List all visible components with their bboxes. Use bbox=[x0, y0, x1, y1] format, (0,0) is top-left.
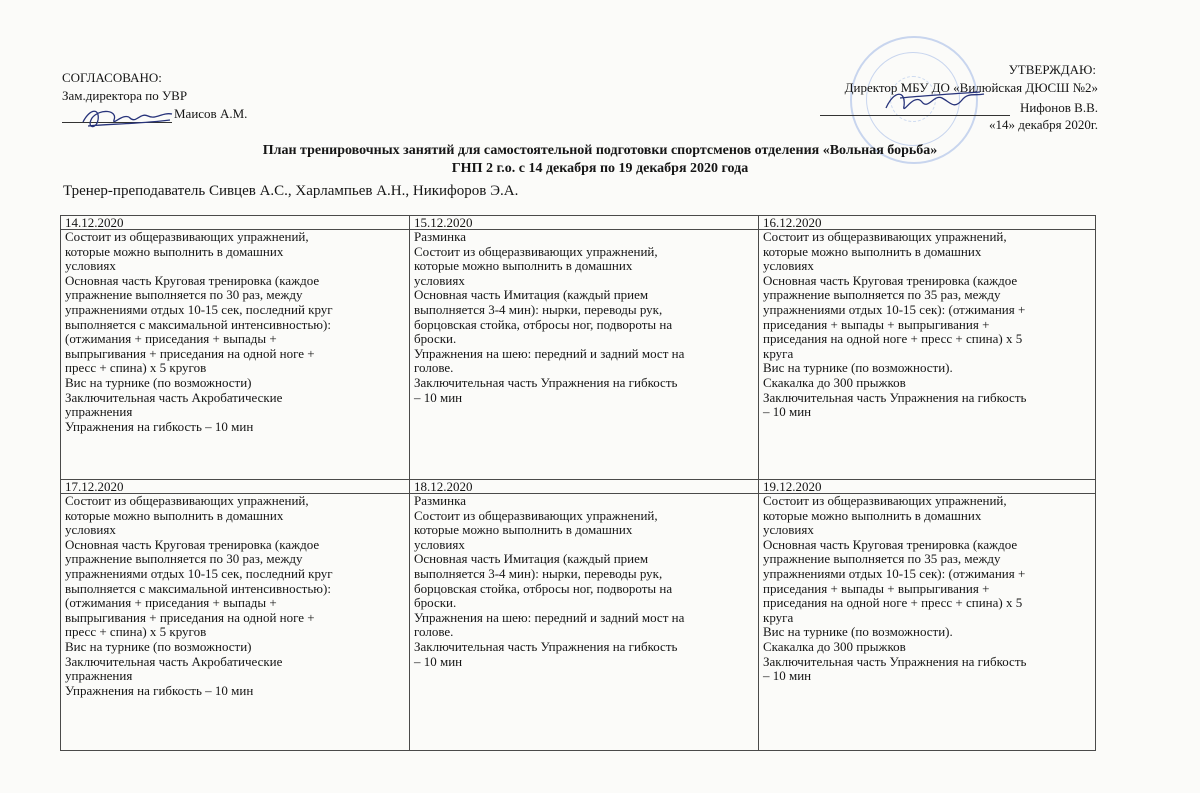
document-title-line1: План тренировочных занятий для самостоятельной подготовки спортсменов отделения «Вольная борьба» bbox=[262, 143, 938, 158]
plan-cell bbox=[759, 230, 1096, 480]
plan-text-line: пресс + спина) х 5 кругов bbox=[65, 360, 207, 376]
training-plan-table bbox=[60, 215, 1096, 751]
plan-text-line: которые можно выполнить в домашних bbox=[414, 522, 633, 538]
plan-cell bbox=[61, 230, 410, 480]
plan-text-line: упражнениями отдых 10-15 сек): (отжимания + bbox=[763, 301, 1026, 317]
plan-text-line: Заключительная часть Упражнения на гибкость bbox=[763, 653, 1027, 669]
plan-text-line: Заключительная часть Акробатические bbox=[65, 389, 283, 405]
plan-text-line: упражнениями отдых 10-15 сек): (отжимания + bbox=[763, 565, 1026, 581]
plan-text-line: приседания на одной ноге + пресс + спина) х 5 bbox=[763, 331, 1023, 347]
plan-text-line: борцовская стойка, отбросы ног, подвороты на bbox=[414, 580, 673, 596]
plan-text-line: которые можно выполнить в домашних bbox=[763, 243, 982, 259]
plan-text-line: Основная часть Имитация (каждый прием bbox=[414, 551, 649, 567]
plan-text-line: Основная часть Круговая тренировка (каждое bbox=[763, 536, 1018, 552]
plan-cell bbox=[410, 230, 759, 480]
approval-left-label: СОГЛАСОВАНО: bbox=[62, 70, 162, 85]
date-cell: 14.12.2020 bbox=[61, 216, 410, 230]
plan-text-line: упражнения bbox=[65, 668, 133, 684]
plan-text-line: – 10 мин bbox=[414, 389, 463, 405]
plan-text-line: Заключительная часть Акробатические bbox=[65, 653, 283, 669]
plan-text-line: выполняется 3-4 мин): нырки, переводы рук, bbox=[414, 301, 663, 317]
plan-text-line: выполняется с максимальной интенсивностью): bbox=[65, 580, 331, 596]
plan-text-line: приседания + выпады + выпрыгивания + bbox=[763, 580, 990, 596]
plan-text-line: выпрыгивания + приседания на одной ноге + bbox=[65, 609, 315, 625]
plan-text-line: условиях bbox=[763, 522, 814, 538]
plan-text-line: пресс + спина) х 5 кругов bbox=[65, 624, 207, 640]
plan-text-line: приседания на одной ноге + пресс + спина) х 5 bbox=[763, 595, 1023, 611]
date-cell: 15.12.2020 bbox=[410, 216, 759, 230]
plan-text-line: выпрыгивания + приседания на одной ноге + bbox=[65, 345, 315, 361]
plan-text-line: Состоит из общеразвивающих упражнений, bbox=[414, 243, 658, 259]
plan-text-line: условиях bbox=[763, 258, 814, 274]
plan-text-line: Скакалка до 300 прыжков bbox=[763, 638, 906, 654]
table-row bbox=[61, 216, 1096, 230]
plan-text-line: Вис на турнике (по возможности) bbox=[65, 374, 252, 390]
plan-text-line: Скакалка до 300 прыжков bbox=[763, 374, 906, 390]
plan-text-line: условиях bbox=[414, 272, 465, 288]
date-cell: 17.12.2020 bbox=[61, 480, 410, 494]
plan-text-line: круга bbox=[763, 345, 794, 361]
plan-text-line: которые можно выполнить в домашних bbox=[65, 243, 284, 259]
plan-text-line: – 10 мин bbox=[763, 404, 812, 420]
plan-text-line: упражнениями отдых 10-15 сек, последний круг bbox=[65, 301, 333, 317]
plan-cell bbox=[759, 494, 1096, 751]
plan-text-line: условиях bbox=[414, 536, 465, 552]
approval-left-signature bbox=[78, 100, 178, 134]
plan-text-line: упражнение выполняется по 35 раз, между bbox=[763, 551, 1001, 567]
plan-text-line: круга bbox=[763, 609, 794, 625]
plan-text-line: Вис на турнике (по возможности). bbox=[763, 624, 953, 640]
plan-text-line: Основная часть Круговая тренировка (каждое bbox=[763, 272, 1018, 288]
plan-text-line: выполняется с максимальной интенсивностью): bbox=[65, 316, 331, 332]
plan-text-line: упражнение выполняется по 30 раз, между bbox=[65, 551, 303, 567]
approval-left-name: Маисов А.М. bbox=[174, 106, 248, 121]
date-cell: 16.12.2020 bbox=[759, 216, 1096, 230]
plan-text-line: Разминка bbox=[414, 229, 466, 244]
approval-right-signature bbox=[880, 84, 990, 118]
plan-text-line: упражнение выполняется по 35 раз, между bbox=[763, 287, 1001, 303]
document-title-line2: ГНП 2 г.о. с 14 декабря по 19 декабря 2020 года bbox=[451, 161, 749, 176]
plan-text-line: Заключительная часть Упражнения на гибкость bbox=[414, 638, 678, 654]
plan-text-line: упражнениями отдых 10-15 сек, последний круг bbox=[65, 565, 333, 581]
plan-text-line: Основная часть Круговая тренировка (каждое bbox=[65, 536, 320, 552]
approval-left-position: Зам.директора по УВР bbox=[62, 88, 188, 103]
plan-text-line: Состоит из общеразвивающих упражнений, bbox=[414, 507, 658, 523]
plan-text-line: выполняется 3-4 мин): нырки, переводы рук, bbox=[414, 565, 663, 581]
plan-text-line: голове. bbox=[414, 360, 454, 376]
table-row bbox=[61, 480, 1096, 494]
plan-text-line: Вис на турнике (по возможности) bbox=[65, 638, 252, 654]
plan-text-line: Основная часть Круговая тренировка (каждое bbox=[65, 272, 320, 288]
plan-text-line: которые можно выполнить в домашних bbox=[414, 258, 633, 274]
plan-text-line: броски. bbox=[414, 595, 457, 611]
approval-right-name: Нифонов В.В. bbox=[1020, 100, 1098, 115]
date-cell: 19.12.2020 bbox=[759, 480, 1096, 494]
plan-text-line: Состоит из общеразвивающих упражнений, bbox=[65, 229, 309, 244]
plan-text-line: (отжимания + приседания + выпады + bbox=[65, 595, 277, 611]
plan-cell bbox=[61, 494, 410, 751]
plan-text-line: которые можно выполнить в домашних bbox=[65, 507, 284, 523]
plan-text-line: голове. bbox=[414, 624, 454, 640]
plan-text-line: упражнения bbox=[65, 404, 133, 420]
plan-text-line: Упражнения на шею: передний и задний мост на bbox=[414, 345, 685, 361]
plan-text-line: условиях bbox=[65, 258, 116, 274]
approval-right-position: Директор МБУ ДО «Вилюйская ДЮСШ №2» bbox=[844, 80, 1098, 95]
plan-text-line: Разминка bbox=[414, 493, 466, 508]
plan-text-line: Упражнения на шею: передний и задний мост на bbox=[414, 609, 685, 625]
table-row bbox=[61, 494, 1096, 751]
plan-text-line: – 10 мин bbox=[763, 668, 812, 684]
plan-text-line: упражнение выполняется по 30 раз, между bbox=[65, 287, 303, 303]
approval-right-date: «14» декабря 2020г. bbox=[989, 117, 1098, 132]
plan-cell bbox=[410, 494, 759, 751]
plan-text-line: Упражнения на гибкость – 10 мин bbox=[65, 682, 254, 698]
plan-text-line: условиях bbox=[65, 522, 116, 538]
plan-text-line: (отжимания + приседания + выпады + bbox=[65, 331, 277, 347]
plan-text-line: борцовская стойка, отбросы ног, подвороты на bbox=[414, 316, 673, 332]
plan-text-line: Упражнения на гибкость – 10 мин bbox=[65, 418, 254, 434]
plan-text-line: Заключительная часть Упражнения на гибкость bbox=[763, 389, 1027, 405]
table-row bbox=[61, 230, 1096, 480]
plan-text-line: Заключительная часть Упражнения на гибкость bbox=[414, 374, 678, 390]
plan-text-line: Состоит из общеразвивающих упражнений, bbox=[65, 493, 309, 508]
plan-text-line: Основная часть Имитация (каждый прием bbox=[414, 287, 649, 303]
plan-text-line: Вис на турнике (по возможности). bbox=[763, 360, 953, 376]
approval-right-label: УТВЕРЖДАЮ: bbox=[1008, 62, 1096, 77]
plan-text-line: Состоит из общеразвивающих упражнений, bbox=[763, 493, 1007, 508]
trainers-line: Тренер-преподаватель Сивцев А.С., Харлампьев А.Н., Никифоров Э.А. bbox=[63, 183, 519, 199]
plan-text-line: броски. bbox=[414, 331, 457, 347]
plan-text-line: Состоит из общеразвивающих упражнений, bbox=[763, 229, 1007, 244]
plan-text-line: приседания + выпады + выпрыгивания + bbox=[763, 316, 990, 332]
date-cell: 18.12.2020 bbox=[410, 480, 759, 494]
plan-text-line: – 10 мин bbox=[414, 653, 463, 669]
plan-text-line: которые можно выполнить в домашних bbox=[763, 507, 982, 523]
